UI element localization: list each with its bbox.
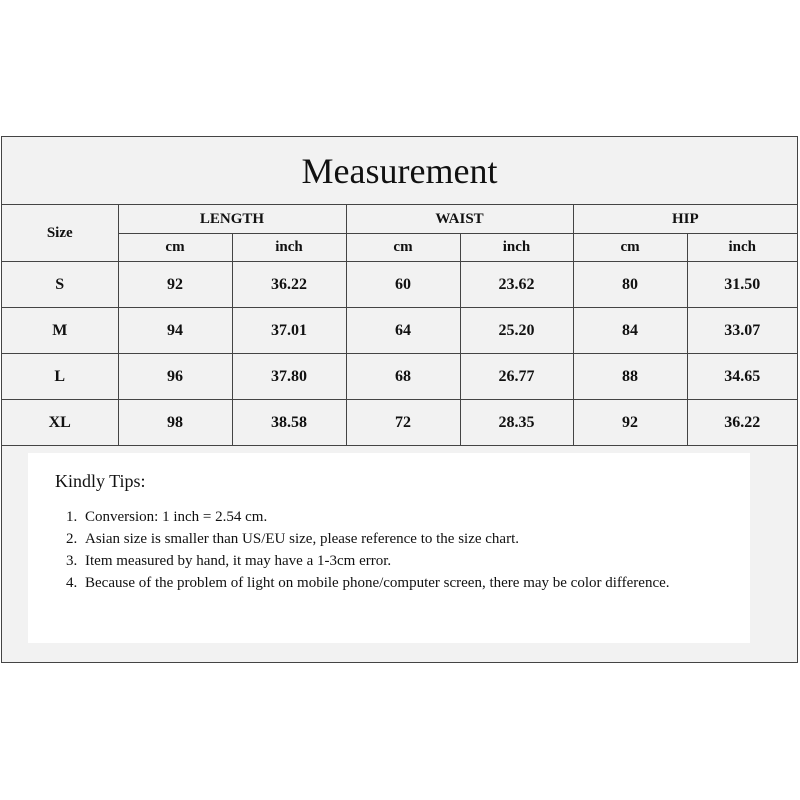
waist-inch-cell: 25.20 [460,308,573,354]
length-cm-cell: 92 [118,262,232,308]
hip-inch-cell: 33.07 [687,308,797,354]
waist-inch-cell: 26.77 [460,354,573,400]
unit-inch: inch [687,234,797,262]
tips-box [28,453,750,643]
unit-inch: inch [460,234,573,262]
list-item: 2. Asian size is smaller than US/EU size, please reference to the size chart. [81,528,750,550]
list-item: 1. Conversion: 1 inch = 2.54 cm. [81,506,750,528]
length-inch-cell: 36.22 [232,262,346,308]
unit-cm: cm [346,234,460,262]
length-cm-cell: 98 [118,400,232,446]
waist-cm-cell: 64 [346,308,460,354]
size-cell: S [2,262,118,308]
hip-inch-cell: 36.22 [687,400,797,446]
size-cell: XL [2,400,118,446]
table-row [2,262,797,308]
hip-cm-cell: 92 [573,400,687,446]
hip-cm-cell: 88 [573,354,687,400]
size-header: Size [2,205,118,262]
hip-cm-cell: 84 [573,308,687,354]
waist-cm-cell: 60 [346,262,460,308]
header-row [2,205,797,234]
waist-cm-cell: 72 [346,400,460,446]
length-cm-cell: 96 [118,354,232,400]
length-inch-cell: 38.58 [232,400,346,446]
length-inch-cell: 37.80 [232,354,346,400]
hip-inch-cell: 34.65 [687,354,797,400]
chart-title: Measurement [2,137,797,205]
unit-inch: inch [232,234,346,262]
unit-row [2,234,797,262]
hip-inch-cell: 31.50 [687,262,797,308]
table-row [2,308,797,354]
waist-inch-cell: 28.35 [460,400,573,446]
waist-cm-cell: 68 [346,354,460,400]
hip-header: HIP [573,205,797,234]
tips-title: Kindly Tips: [55,471,146,491]
tips-list [55,506,750,594]
measurement-card [1,136,798,663]
size-table [2,205,797,446]
unit-cm: cm [573,234,687,262]
length-cm-cell: 94 [118,308,232,354]
length-header: LENGTH [118,205,346,234]
list-item: 4. Because of the problem of light on mobile phone/computer screen, there may be color difference. [81,572,750,594]
unit-cm: cm [118,234,232,262]
length-inch-cell: 37.01 [232,308,346,354]
list-item: 3. Item measured by hand, it may have a 1-3cm error. [81,550,750,572]
waist-header: WAIST [346,205,573,234]
size-cell: M [2,308,118,354]
table-row [2,354,797,400]
size-cell: L [2,354,118,400]
hip-cm-cell: 80 [573,262,687,308]
waist-inch-cell: 23.62 [460,262,573,308]
table-row [2,400,797,446]
